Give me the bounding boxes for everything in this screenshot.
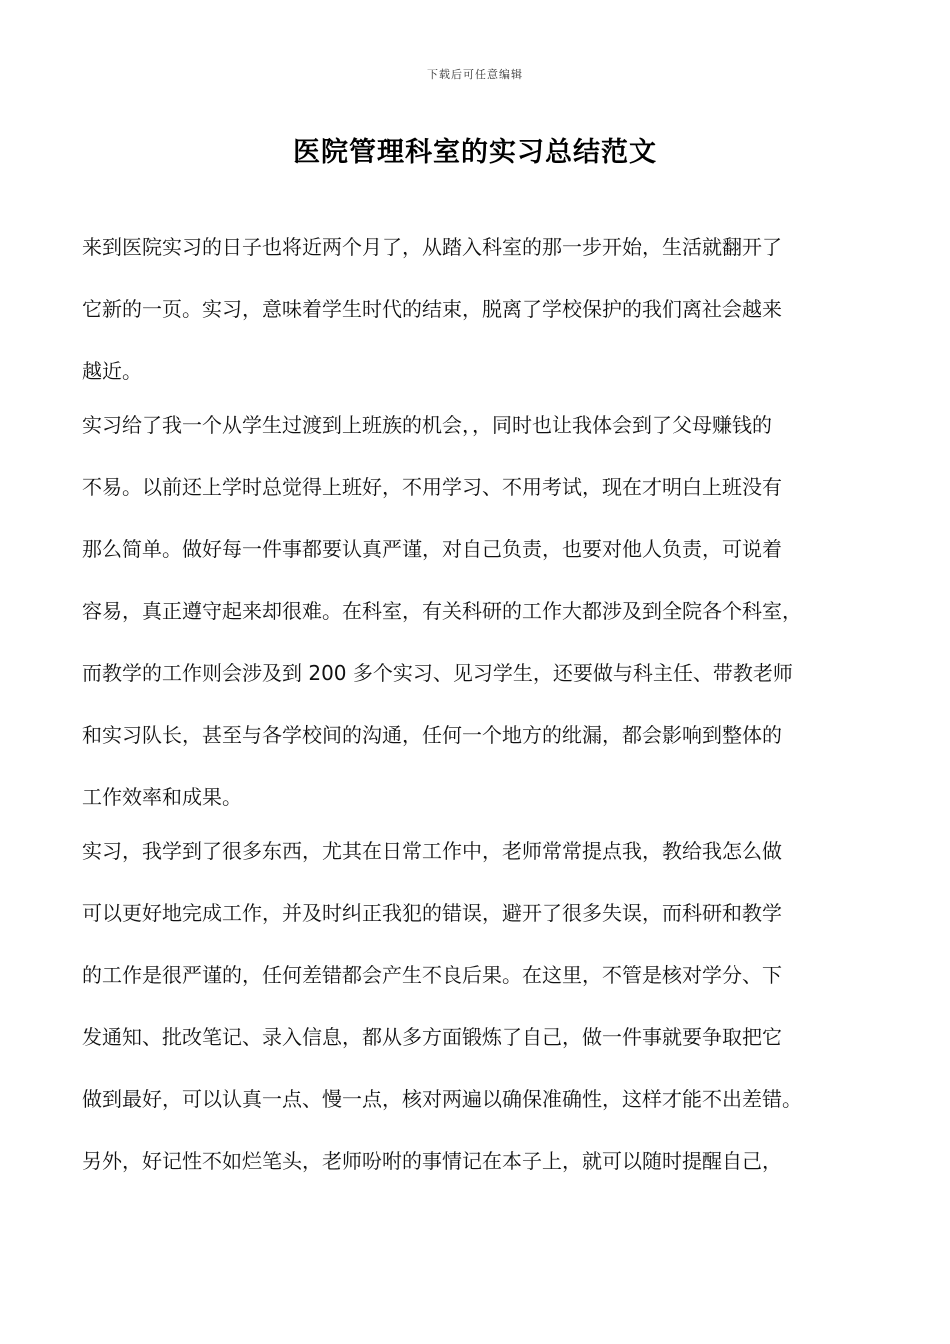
text-line: 来到医院实习的日子也将近两个月了，从踏入科室的那一步开始，生活就翻开了 <box>82 235 782 259</box>
text-line: 可以更好地完成工作，并及时纠正我犯的错误，避开了很多失误，而科研和教学 <box>82 901 782 925</box>
text-line: 容易，真正遵守起来却很难。在科室，有关科研的工作大都涉及到全院各个科室， <box>82 599 802 623</box>
paragraph-2 <box>82 394 882 820</box>
header-note: 下载后可任意编辑 <box>427 68 523 81</box>
text-line: 它新的一页。实习，意味着学生时代的结束，脱离了学校保护的我们离社会越来 <box>82 297 782 321</box>
text-line: 工作效率和成果。 <box>82 785 242 809</box>
paragraph-3 <box>82 820 882 1192</box>
paragraph-1 <box>82 216 882 394</box>
document-title: 医院管理科室的实习总结范文 <box>293 137 657 168</box>
text-line: 发通知、批改笔记、录入信息，都从多方面锻炼了自己，做一件事就要争取把它 <box>82 1025 782 1049</box>
text-line: 和实习队长，甚至与各学校间的沟通，任何一个地方的纰漏，都会影响到整体的 <box>82 723 782 747</box>
text-line: 不易。以前还上学时总觉得上班好，不用学习、不用考试，现在才明白上班没有 <box>82 475 782 499</box>
text-line: 的工作是很严谨的，任何差错都会产生不良后果。在这里，不管是核对学分、下 <box>82 963 782 987</box>
text-line: 而教学的工作则会涉及到 200 多个实习、见习学生，还要做与科主任、带教老师 <box>82 661 793 685</box>
text-line: 实习给了我一个从学生过渡到上班族的机会，，同时也让我体会到了父母赚钱的 <box>82 413 772 437</box>
text-line: 越近。 <box>82 359 142 383</box>
document-body <box>82 216 882 1192</box>
text-line: 另外，好记性不如烂笔头，老师吩咐的事情记在本子上，就可以随时提醒自己， <box>82 1149 782 1173</box>
text-line: 实习，我学到了很多东西，尤其在日常工作中，老师常常提点我，教给我怎么做 <box>82 839 782 863</box>
text-line: 做到最好，可以认真一点、慢一点，核对两遍以确保准确性，这样才能不出差错。 <box>82 1087 802 1111</box>
text-line: 那么简单。做好每一件事都要认真严谨，对自己负责，也要对他人负责，可说着 <box>82 537 782 561</box>
